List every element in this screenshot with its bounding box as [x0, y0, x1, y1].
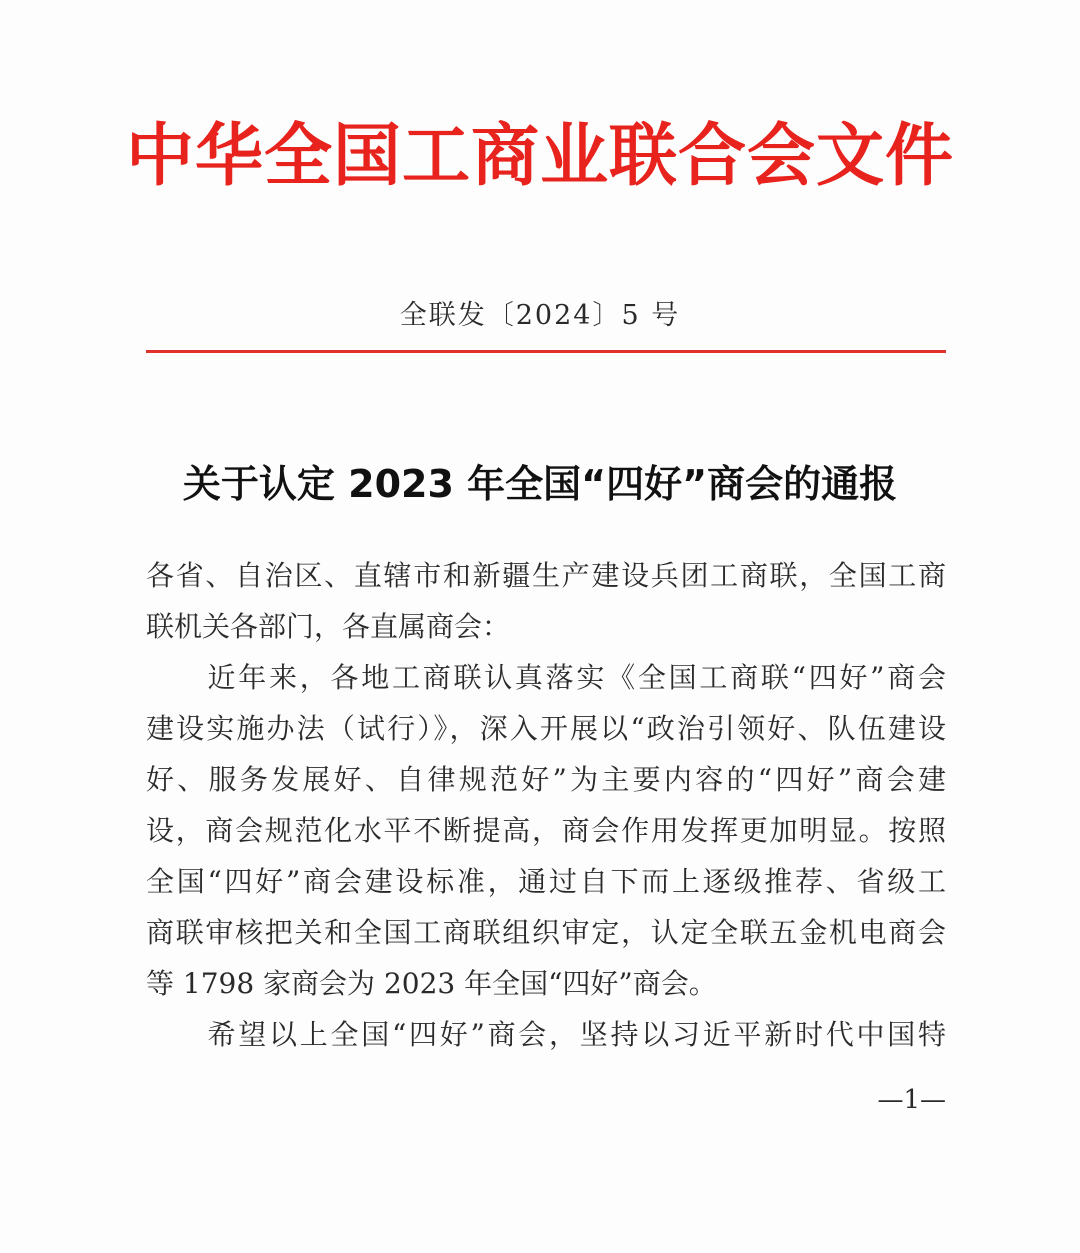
body-line: 各省、自治区、直辖市和新疆生产建设兵团工商联，全国工商	[146, 559, 946, 592]
body-line: 商联审核把关和全国工商联组织审定，认定全联五金机电商会	[146, 916, 946, 949]
masthead-title: 中华全国工商业联合会文件	[125, 117, 954, 196]
body-line: 好、服务发展好、自律规范好”为主要内容的“四好”商会建	[146, 763, 946, 796]
red-divider-line	[146, 350, 946, 353]
body-line: 联机关各部门，各直属商会：	[146, 610, 511, 643]
page-number: —1—	[877, 1085, 946, 1115]
document-title: 关于认定 2023 年全国“四好”商会的通报	[182, 462, 898, 506]
document-body	[146, 550, 946, 1060]
body-line: 设，商会规范化水平不断提高，商会作用发挥更加明显。按照	[146, 814, 946, 847]
body-line: 近年来，各地工商联认真落实《全国工商联“四好”商会	[146, 661, 946, 694]
body-line: 建设实施办法（试行）》，深入开展以“政治引领好、队伍建设	[146, 712, 946, 745]
body-line: 等 1798 家商会为 2023 年全国“四好”商会。	[146, 967, 717, 1000]
body-line: 全国“四好”商会建设标准，通过自下而上逐级推荐、省级工	[146, 865, 946, 898]
body-line: 希望以上全国“四好”商会，坚持以习近平新时代中国特	[146, 1018, 946, 1051]
document-number: 全联发〔2024〕5 号	[399, 300, 681, 331]
